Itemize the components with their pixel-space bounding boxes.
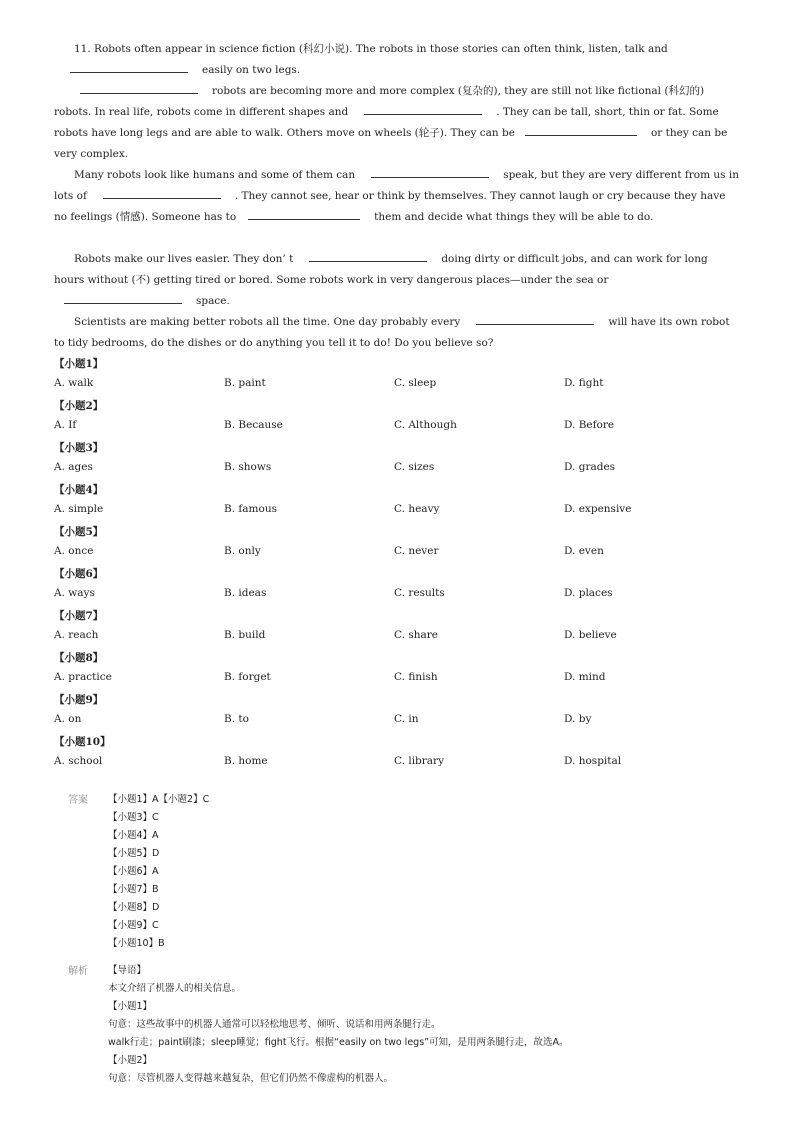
passage-paragraph-2	[54, 81, 740, 165]
question-label: 【小题1】	[54, 358, 104, 370]
answer-line: 【小题1】A【小题2】C	[108, 794, 210, 805]
passage-text: will have its own robot to tidy bedrooms, do the dishes or do anything you tell it to do! Do you believe so?	[54, 316, 730, 349]
option-d: D. places	[564, 587, 613, 599]
answer-line: 【小题4】A	[108, 830, 159, 841]
passage-text: Many robots look like humans and some of them can	[74, 169, 356, 181]
blank-9	[64, 302, 182, 304]
option-b: B. famous	[224, 503, 277, 515]
option-c: C. finish	[394, 671, 438, 683]
answer-line: 【小题5】D	[108, 848, 160, 859]
passage-text: . They cannot see, hear or think by themselves. They cannot laugh or cry because they have no feelings (情感). Someone has to	[54, 190, 726, 223]
analysis-line: 本文介绍了机器人的相关信息。	[108, 983, 242, 994]
answer-line: 【小题3】C	[108, 812, 159, 823]
option-d: D. believe	[564, 629, 617, 641]
option-d: D. by	[564, 713, 592, 725]
option-c: C. results	[394, 587, 445, 599]
option-d: D. fight	[564, 377, 604, 389]
answer-tag: 答案	[68, 795, 88, 806]
option-b: B. home	[224, 755, 268, 767]
question-label: 【小题3】	[54, 442, 104, 454]
option-c: C. never	[394, 545, 439, 557]
passage-text: Robots make our lives easier. They don’ t	[74, 253, 294, 265]
passage-text: space.	[196, 295, 230, 307]
passage-paragraph-1	[54, 39, 740, 81]
option-a: A. ways	[54, 587, 95, 599]
blank-1	[70, 71, 188, 73]
question-label: 【小题8】	[54, 652, 104, 664]
option-d: D. Before	[564, 419, 615, 431]
option-c: C. share	[394, 629, 438, 641]
blank-10	[476, 323, 594, 325]
option-b: B. only	[224, 545, 261, 557]
option-c: C. sizes	[394, 461, 435, 473]
option-c: C. sleep	[394, 377, 437, 389]
question-label: 【小题4】	[54, 484, 104, 496]
blank-7	[248, 218, 360, 220]
option-d: D. hospital	[564, 755, 622, 767]
analysis-line: 句意：尽管机器人变得越来越复杂，但它们仍然不像虚构的机器人。	[108, 1073, 394, 1084]
passage-text: them and decide what things they will be able to do.	[374, 211, 654, 223]
option-d: D. even	[564, 545, 604, 557]
passage-text: speak, but they are very different from us in lots of	[54, 169, 740, 202]
answer-line: 【小题9】C	[108, 920, 159, 931]
option-b: B. forget	[224, 671, 271, 683]
analysis-line: 【小题2】	[108, 1055, 153, 1066]
option-a: A. ages	[54, 461, 93, 473]
analysis-line: 【小题1】	[108, 1001, 153, 1012]
blank-8	[309, 260, 427, 262]
passage-text: . They can be tall, short, thin or fat. Some robots have long legs and are able to walk. Others move on wheels (轮子). They can be	[54, 106, 719, 139]
option-a: A. If	[54, 419, 77, 431]
analysis-line: 【导语】	[108, 965, 147, 976]
passage-text: 11. Robots often appear in science fiction (科幻小说). The robots in those stories can often think, listen, talk and	[74, 43, 668, 55]
option-b: B. paint	[224, 377, 266, 389]
option-d: D. grades	[564, 461, 616, 473]
option-a: A. on	[54, 713, 82, 725]
option-a: A. once	[54, 545, 94, 557]
question-label: 【小题7】	[54, 610, 104, 622]
answer-line: 【小题10】B	[108, 938, 165, 949]
question-label: 【小题5】	[54, 526, 104, 538]
passage-text: or they can be very complex.	[54, 127, 728, 160]
option-b: B. to	[224, 713, 249, 725]
passage-paragraph-4	[54, 249, 740, 312]
option-a: A. practice	[54, 671, 112, 683]
answer-line: 【小题8】D	[108, 902, 160, 913]
passage-text: doing dirty or difficult jobs, and can work for long hours without (不) getting tired or bored. Some robots work in very dangerous places—under the sea or	[54, 253, 708, 286]
passage-text: easily on two legs.	[202, 64, 301, 76]
blank-4	[525, 134, 637, 136]
option-a: A. school	[54, 755, 103, 767]
blank-2	[80, 92, 198, 94]
answer-line: 【小题7】B	[108, 884, 159, 895]
blank-6	[103, 197, 221, 199]
question-label: 【小题6】	[54, 568, 104, 580]
analysis-line: 句意：这些故事中的机器人通常可以轻松地思考、倾听、说话和用两条腿行走。	[108, 1019, 441, 1030]
option-c: C. in	[394, 713, 419, 725]
option-d: D. mind	[564, 671, 606, 683]
passage-text: Scientists are making better robots all the time. One day probably every	[74, 316, 461, 328]
question-label: 【小题2】	[54, 400, 104, 412]
option-b: B. build	[224, 629, 266, 641]
analysis-line: walk行走；paint刷漆；sleep睡觉；fight飞行。根据“easily on two legs”可知，是用两条腿行走，故选A。	[108, 1037, 569, 1048]
passage-paragraph-3	[54, 165, 740, 228]
option-c: C. heavy	[394, 503, 440, 515]
option-d: D. expensive	[564, 503, 632, 515]
option-a: A. reach	[54, 629, 99, 641]
option-c: C. Although	[394, 419, 457, 431]
option-c: C. library	[394, 755, 445, 767]
option-b: B. ideas	[224, 587, 267, 599]
option-b: B. shows	[224, 461, 272, 473]
option-a: A. walk	[54, 377, 94, 389]
question-label: 【小题9】	[54, 694, 104, 706]
answer-line: 【小题6】A	[108, 866, 159, 877]
blank-5	[371, 176, 489, 178]
blank-3	[364, 113, 482, 115]
analysis-tag: 解析	[68, 966, 88, 977]
option-b: B. Because	[224, 419, 283, 431]
passage-paragraph-5	[54, 312, 740, 354]
passage-text: robots are becoming more and more complex (复杂的), they are still not like fictional (科幻的) robots. In real life, robots come in different shapes and	[54, 85, 705, 118]
option-a: A. simple	[54, 503, 104, 515]
question-label: 【小题10】	[54, 736, 111, 748]
